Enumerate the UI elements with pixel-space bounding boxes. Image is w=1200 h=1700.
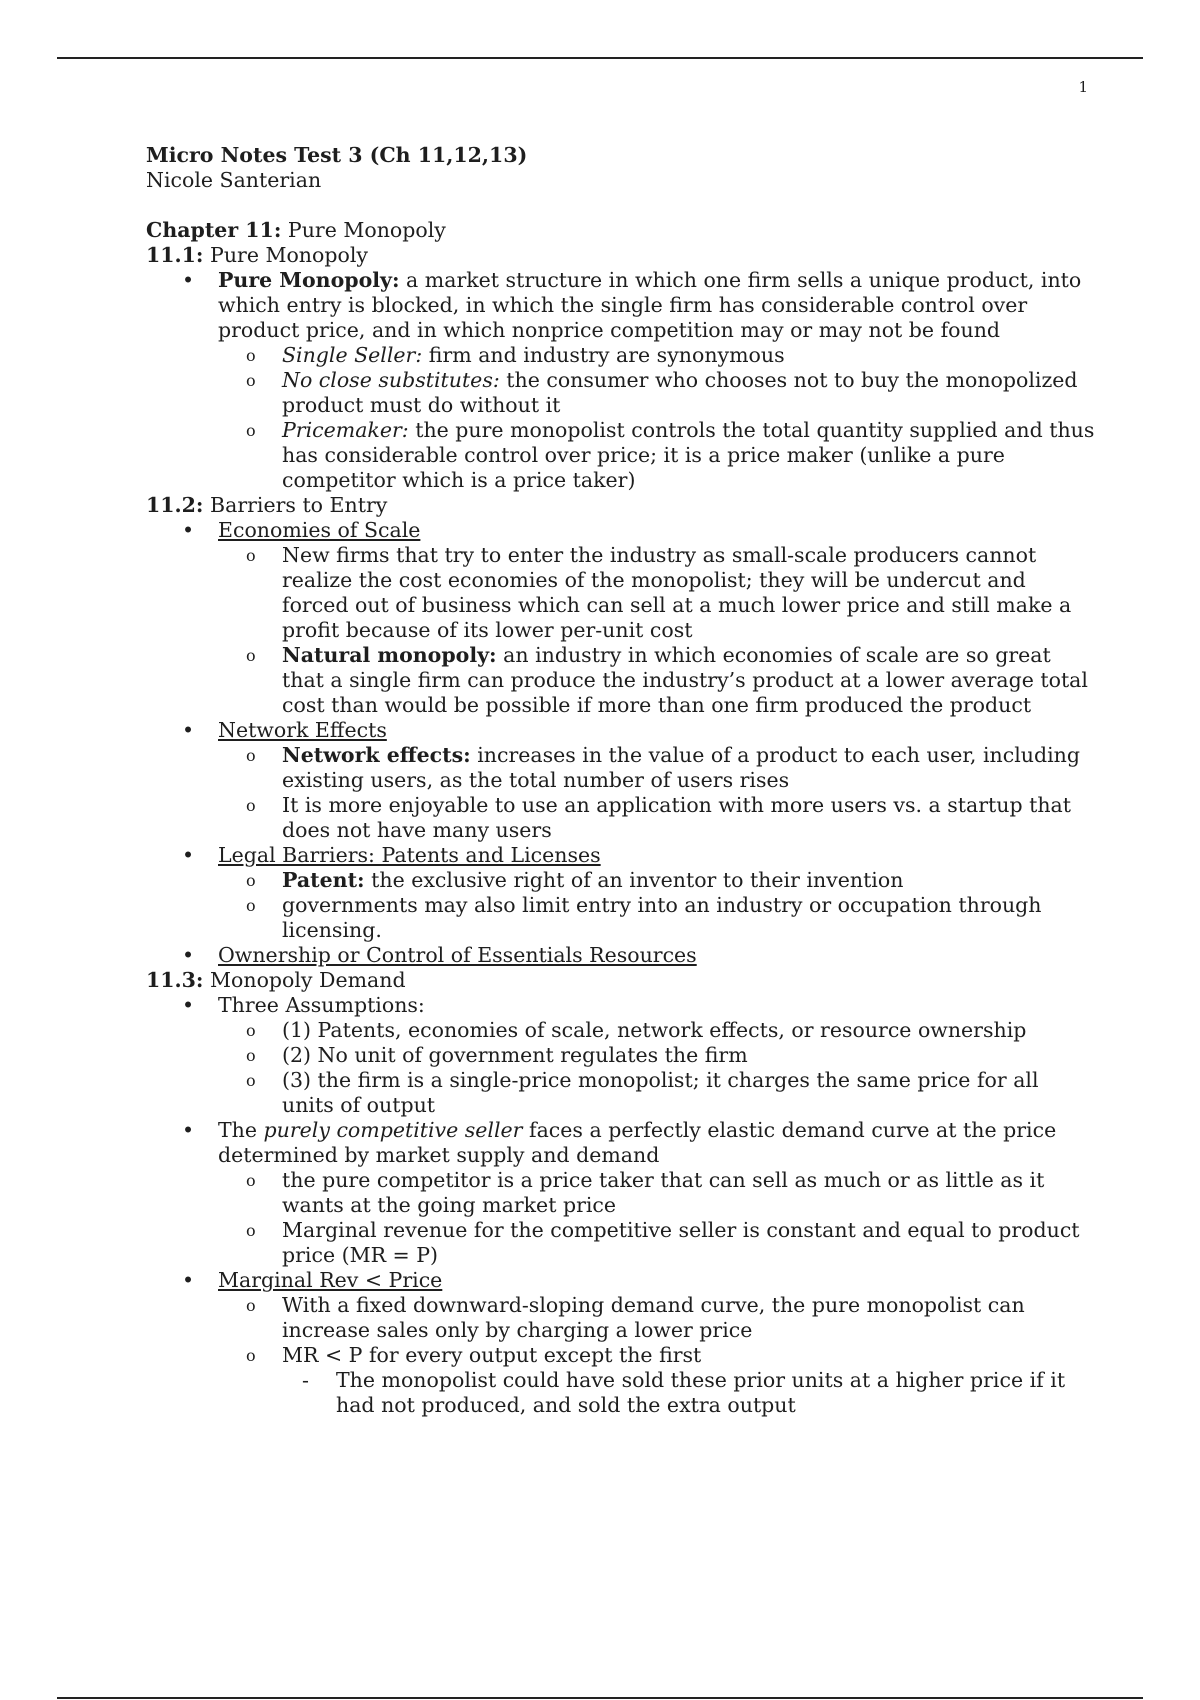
section-11-1-heading: 11.1: Pure Monopoly: [146, 243, 368, 267]
three-assumptions: • Three Assumptions: o (1) Patents, economies of scale, network effects, or resource ownership o (2) No unit of government regulates the firm o (3) the firm is a single-price monopolist; it charges the same price for all units of output: [146, 993, 1096, 1118]
top-rule: [57, 57, 1143, 59]
list-item: o Pricemaker: the pure monopolist controls the total quantity supplied and thus has considerable control over price; it is a price maker (unlike a pure competitor which is a price taker): [218, 418, 1096, 493]
list-item: o governments may also limit entry into an industry or occupation through licensing.: [218, 893, 1096, 943]
section-11-3-heading: 11.3: Monopoly Demand: [146, 968, 406, 992]
chapter-heading: Chapter 11: Pure Monopoly: [146, 218, 446, 242]
list-item: o (2) No unit of government regulates the firm: [218, 1043, 1096, 1068]
list-item: o It is more enjoyable to use an application with more users vs. a startup that does not have many users: [218, 793, 1096, 843]
list-item: o With a fixed downward-sloping demand curve, the pure monopolist can increase sales only by charging a lower price: [218, 1293, 1096, 1343]
list-item: o (3) the firm is a single-price monopolist; it charges the same price for all units of output: [218, 1068, 1096, 1118]
purely-competitive-seller: • The purely competitive seller faces a perfectly elastic demand curve at the price determined by market supply and demand o the pure competitor is a price taker that can sell as much or as little as it wants at the going market price o Marginal revenue for the competitive seller is constant and equal to product price (MR = P): [146, 1118, 1096, 1268]
list-item: o (1) Patents, economies of scale, network effects, or resource ownership: [218, 1018, 1096, 1043]
economies-of-scale: • Economies of Scale o New firms that try to enter the industry as small-scale producers cannot realize the cost economies of the monopolist; they will be undercut and forced out of business which can sell at a much lower price and still make a profit because of its lower per-unit cost o Natural monopoly: an industry in which economies of scale are so great that a single firm can produce the industry’s product at a lower average total cost than would be possible if more than one firm produced the product: [146, 518, 1096, 718]
marginal-revenue-price: • Marginal Rev < Price o With a fixed downward-sloping demand curve, the pure monopolist can increase sales only by charging a lower price o MR < P for every output except the first - The monopolist could have sold these prior units at a higher price if it had not produced, and sold the extra output: [146, 1268, 1096, 1418]
list-item: o Marginal revenue for the competitive seller is constant and equal to product price (MR = P): [218, 1218, 1096, 1268]
list-item: o Single Seller: firm and industry are synonymous: [218, 343, 1096, 368]
document-author: Nicole Santerian: [146, 168, 322, 192]
section-11-2-heading: 11.2: Barriers to Entry: [146, 493, 388, 517]
list-item: o Natural monopoly: an industry in which economies of scale are so great that a single firm can produce the industry’s product at a lower average total cost than would be possible if more than one firm produced the product: [218, 643, 1096, 718]
legal-barriers: • Legal Barriers: Patents and Licenses o Patent: the exclusive right of an inventor to their invention o governments may also limit entry into an industry or occupation through licensing.: [146, 843, 1096, 943]
list-item: o Network effects: increases in the value of a product to each user, including existing users, as the total number of users rises: [218, 743, 1096, 793]
ownership-resources: • Ownership or Control of Essentials Resources: [146, 943, 1096, 968]
list-item: o the pure competitor is a price taker that can sell as much or as little as it wants at the going market price: [218, 1168, 1096, 1218]
list-item: - The monopolist could have sold these prior units at a higher price if it had not produced, and sold the extra output: [282, 1368, 1096, 1418]
list-item: o New firms that try to enter the industry as small-scale producers cannot realize the cost economies of the monopolist; they will be undercut and forced out of business which can sell at a much lower price and still make a profit because of its lower per-unit cost: [218, 543, 1096, 643]
document-title: Micro Notes Test 3 (Ch 11,12,13): [146, 143, 528, 167]
list-item: o Patent: the exclusive right of an inventor to their invention: [218, 868, 1096, 893]
list-item: o MR < P for every output except the first - The monopolist could have sold these prior units at a higher price if it had not produced, and sold the extra output: [218, 1343, 1096, 1418]
bottom-rule: [57, 1697, 1143, 1699]
page-number: 1: [1078, 78, 1088, 96]
list-item: o No close substitutes: the consumer who chooses not to buy the monopolized product must do without it: [218, 368, 1096, 418]
document-body: [146, 143, 1096, 1418]
pure-monopoly-definition: • Pure Monopoly: a market structure in which one firm sells a unique product, into which entry is blocked, in which the single firm has considerable control over product price, and in which nonprice competition may or may not be found o Single Seller: firm and industry are synonymous o No close substitutes: the consumer who chooses not to buy the monopolized product must do without it o Pricemaker: the pure monopolist controls the total quantity supplied and thus has considerable control over price; it is a price maker (unlike a pure competitor which is a price taker): [146, 268, 1096, 493]
network-effects: • Network Effects o Network effects: increases in the value of a product to each user, including existing users, as the total number of users rises o It is more enjoyable to use an application with more users vs. a startup that does not have many users: [146, 718, 1096, 843]
